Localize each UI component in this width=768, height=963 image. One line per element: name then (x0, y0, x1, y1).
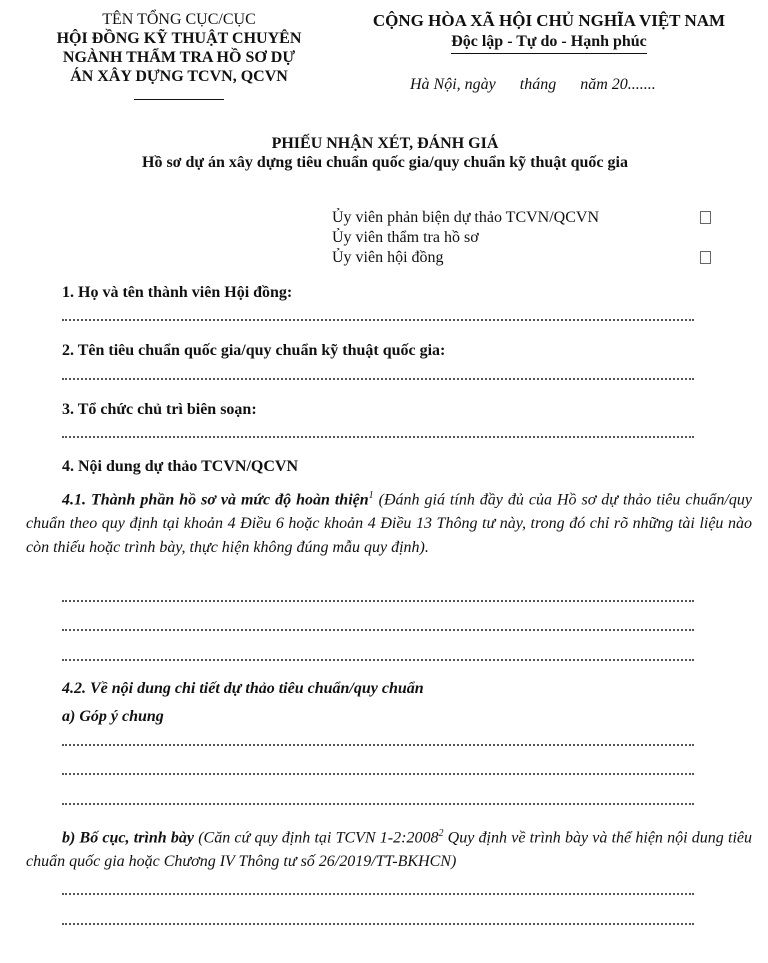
role-option (332, 208, 722, 228)
dotted-answer-line[interactable] (62, 922, 694, 925)
dotted-answer-line[interactable] (62, 435, 694, 438)
role-option (332, 248, 722, 268)
role-label: Ủy viên phản biện dự thảo TCVN/QCVN (332, 209, 600, 226)
dotted-answer-line[interactable] (62, 892, 694, 895)
section-4-1-text: (Đánh giá tính đầy đủ của Hồ sơ dự thảo tiêu chuẩn/quy chuẩn theo quy định tại khoản 4 Điều 6 hoặc khoản 4 Điều 13 Thông tư này, trong đó chỉ rõ những tài liệu nào còn thiếu hoặc trình bày, thực hiện không đúng mẫu quy định). (26, 491, 753, 557)
section-4-1-heading: 4.1. Thành phần hồ sơ và mức độ hoàn thiện (62, 491, 369, 509)
authority-line-3: NGÀNH THẨM TRA HỒ SƠ DỰ (62, 49, 296, 66)
dotted-answer-line[interactable] (62, 772, 694, 775)
dotted-answer-line[interactable] (62, 658, 694, 661)
section-4-1-paragraph (26, 484, 752, 560)
role-label: Ủy viên thẩm tra hồ sơ (332, 229, 479, 246)
dotted-answer-line[interactable] (62, 802, 694, 805)
section-4-2-b-heading: b) Bố cục, trình bày (62, 829, 194, 847)
section-4-2-b-text-1: (Căn cứ quy định tại TCVN 1-2:2008 (194, 829, 439, 847)
authority-underline (134, 99, 224, 100)
section-1-heading: 1. Họ và tên thành viên Hội đồng: (62, 284, 293, 301)
authority-line-4: ÁN XÂY DỰNG TCVN, QCVN (70, 68, 288, 85)
place-date: Hà Nội, ngày tháng năm 20....... (410, 76, 656, 93)
section-4-2-a-heading: a) Góp ý chung (62, 708, 164, 725)
section-3-heading: 3. Tổ chức chủ trì biên soạn: (62, 401, 257, 418)
role-checkbox[interactable] (700, 251, 711, 264)
dotted-answer-line[interactable] (62, 599, 694, 602)
motto: Độc lập - Tự do - Hạnh phúc (451, 31, 647, 54)
authority-line-2: HỘI ĐỒNG KỸ THUẬT CHUYÊN (56, 30, 302, 47)
dotted-answer-line[interactable] (62, 743, 694, 746)
form-title (40, 134, 730, 172)
form-title-line-2: Hồ sơ dự án xây dựng tiêu chuẩn quốc gia/quy chuẩn kỹ thuật quốc gia (142, 154, 628, 171)
section-4-2-b-text-2: Quy định về trình bày và thể hiện nội dung tiêu chuẩn quốc gia hoặc Chương IV Thông tư số 26/2019/TT-BKHCN) (26, 829, 753, 871)
footnote-marker: 2 (438, 828, 444, 839)
authority-line-1: TÊN TỔNG CỤC/CỤC (102, 11, 256, 28)
section-4-2-b-paragraph (26, 822, 752, 874)
role-checklist (332, 208, 722, 268)
role-label: Ủy viên hội đồng (332, 249, 444, 266)
role-option (332, 228, 722, 248)
dotted-answer-line[interactable] (62, 318, 694, 321)
section-4-heading: 4. Nội dung dự thảo TCVN/QCVN (62, 458, 299, 475)
section-2-heading: 2. Tên tiêu chuẩn quốc gia/quy chuẩn kỹ thuật quốc gia: (62, 342, 446, 359)
dotted-answer-line[interactable] (62, 377, 694, 380)
footnote-marker: 1 (368, 490, 374, 501)
role-checkbox[interactable] (700, 211, 711, 224)
issuing-authority (20, 10, 338, 105)
country-name: CỘNG HÒA XÃ HỘI CHỦ NGHĨA VIỆT NAM (372, 11, 726, 30)
dotted-answer-line[interactable] (62, 628, 694, 631)
form-title-line-1: PHIẾU NHẬN XÉT, ĐÁNH GIÁ (271, 135, 499, 152)
section-4-2-heading: 4.2. Về nội dung chi tiết dự thảo tiêu chuẩn/quy chuẩn (62, 680, 424, 697)
national-motto (344, 10, 754, 54)
